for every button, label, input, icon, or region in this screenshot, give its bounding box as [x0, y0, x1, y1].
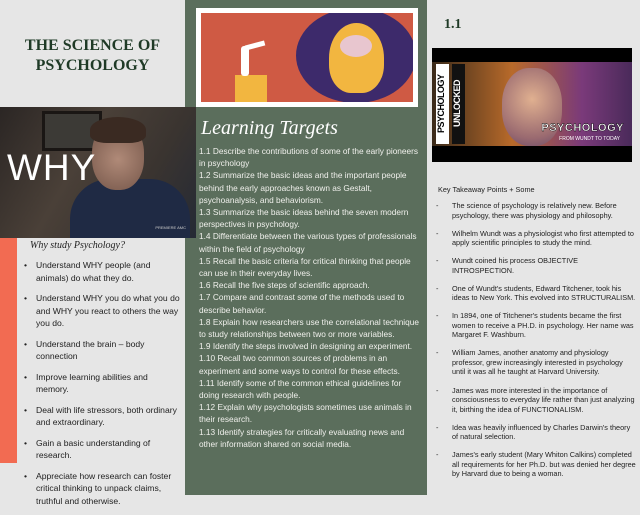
dash-bullet: - [436, 385, 439, 395]
list-item: • Appreciate how research can foster critical thinking to unpack claims, truthful and otherwise. [22, 470, 182, 508]
brain-icon [340, 35, 372, 57]
list-item [436, 311, 636, 340]
title-line-1: THE SCIENCE OF [24, 37, 161, 54]
vertical-logo-1: PSYCHOLOGY [436, 64, 449, 144]
head-silhouette [329, 23, 384, 93]
target-item: 1.8 Explain how researchers use the correlational technique to study relationships between two or more variables. [199, 316, 419, 340]
target-item: 1.2 Summarize the basic ideas and the important people behind the early approaches known as Gestalt, psychoanalysis, and behaviorism. [199, 170, 407, 205]
psychology-illustration [196, 8, 418, 107]
list-item [436, 256, 636, 275]
illustration-background [201, 13, 413, 102]
list-item: • Improve learning abilities and memory. [22, 371, 182, 396]
psychology-unlocked-image [432, 48, 632, 162]
list-item: • Deal with life stressors, both ordinary and extraordinary. [22, 404, 182, 429]
target-item: 1.10 Recall two common sources of problems in an experiment and some ways to control for these effects. [199, 353, 400, 376]
takeaway-text: In 1894, one of Titchener's students became the first women to receive a PH.D. in psychology. Her name was Margaret F. Washburn. [452, 311, 634, 340]
right-panel [427, 0, 640, 495]
takeaway-text: James's early student (Mary Whiton Calkins) completed all requirements for her Ph.D. but was denied her degree by Harvard due to being a woman. [452, 450, 636, 479]
target-item: 1.11 Identify some of the common ethical guidelines for doing research with people. [199, 377, 402, 401]
target-item: 1.9 Identify the steps involved in designing an experiment. [199, 341, 413, 352]
learning-targets-panel [185, 0, 427, 495]
vertical-logo-2: UNLOCKED [452, 64, 465, 144]
takeaway-text: One of Wundt's students, Edward Titchener, took his ideas to New York. This evolved into STRUCTURALISM. [452, 283, 636, 303]
takeaway-list [436, 201, 636, 487]
image-title: PSYCHOLOGY [541, 122, 624, 134]
why-study-list [22, 259, 182, 515]
target-item: 1.5 Recall the basic criteria for critical thinking that people can use in their everyday lives. [199, 255, 411, 279]
target-item: 1.1 Describe the contributions of some of the early pioneers in psychology [199, 146, 419, 169]
list-item [436, 423, 636, 442]
image-subtitle: FROM WUNDT TO TODAY [559, 136, 620, 142]
target-item: 1.12 Explain why psychologists sometimes use animals in their research. [199, 402, 412, 425]
list-item [436, 229, 636, 248]
orange-accent-strip [0, 238, 17, 463]
list-item [436, 201, 636, 220]
target-item: 1.4 Differentiate between the various types of professionals within the field of psychology [199, 231, 417, 254]
takeaway-text: Idea was heavily influenced by Charles Darwin's theory of natural selection. [452, 422, 631, 442]
learning-targets-heading: Learning Targets [201, 117, 338, 139]
list-item [436, 386, 636, 415]
dash-bullet: - [436, 256, 439, 266]
dash-bullet: - [436, 450, 439, 460]
pedestal [235, 75, 267, 102]
list-item: • Gain a basic understanding of research. [22, 437, 182, 462]
dash-bullet: - [436, 201, 439, 210]
takeaway-text: Wundt coined his process OBJECTIVE INTROSPECTION. [452, 256, 578, 275]
takeaway-text: James was more interested in the importance of consciousness to everyday life rather than just analyzing it, birthing the idea of FUNCTIONALISM. [452, 385, 635, 414]
network-tag: PREMIERE AMC [155, 225, 186, 230]
list-item: • Understand WHY you do what you do and WHY you react to others the way you do. [22, 292, 182, 330]
list-item [436, 348, 636, 377]
target-item: 1.6 Recall the five steps of scientific approach. [199, 280, 370, 291]
title-line-2: PSYCHOLOGY [35, 57, 150, 74]
dash-bullet: - [436, 422, 439, 432]
person-hair [90, 117, 146, 143]
learning-targets-list [199, 145, 421, 450]
takeaway-heading: Key Takeaway Points + Some [438, 185, 535, 194]
page-title [0, 36, 185, 76]
target-item: 1.3 Summarize the basic ideas behind the seven modern perspectives in psychology. [199, 207, 409, 230]
target-item: 1.13 Identify strategies for critically evaluating news and other information shared on social media. [199, 426, 405, 449]
why-word: WHY [7, 147, 97, 188]
takeaway-text: William James, another anatomy and physiology professor, grew increasingly interested in psychology until it was all he taught at Harvard University. [452, 348, 623, 377]
why-study-heading: Why study Psychology? [30, 240, 125, 251]
dash-bullet: - [436, 311, 439, 321]
list-item: • Understand the brain – body connection [22, 338, 182, 363]
section-number: 1.1 [444, 17, 462, 32]
target-item: 1.7 Compare and contrast some of the methods used to describe behavior. [199, 292, 405, 315]
list-item: • Understand WHY people (and animals) do what they do. [22, 259, 182, 284]
takeaway-text: Wilhelm Wundt was a physiologist who first attempted to apply scientific principles to study the mind. [452, 228, 634, 248]
list-item [436, 450, 636, 479]
takeaway-text: The science of psychology is relatively new. Before psychology, there was physiology and philosophy. [452, 201, 617, 220]
wundt-portrait [502, 68, 562, 146]
list-item [436, 284, 636, 303]
why-image [0, 107, 196, 238]
telescope-icon [245, 40, 266, 50]
dash-bullet: - [436, 283, 439, 293]
image-background [432, 62, 632, 146]
dash-bullet: - [436, 348, 439, 358]
dash-bullet: - [436, 228, 439, 238]
